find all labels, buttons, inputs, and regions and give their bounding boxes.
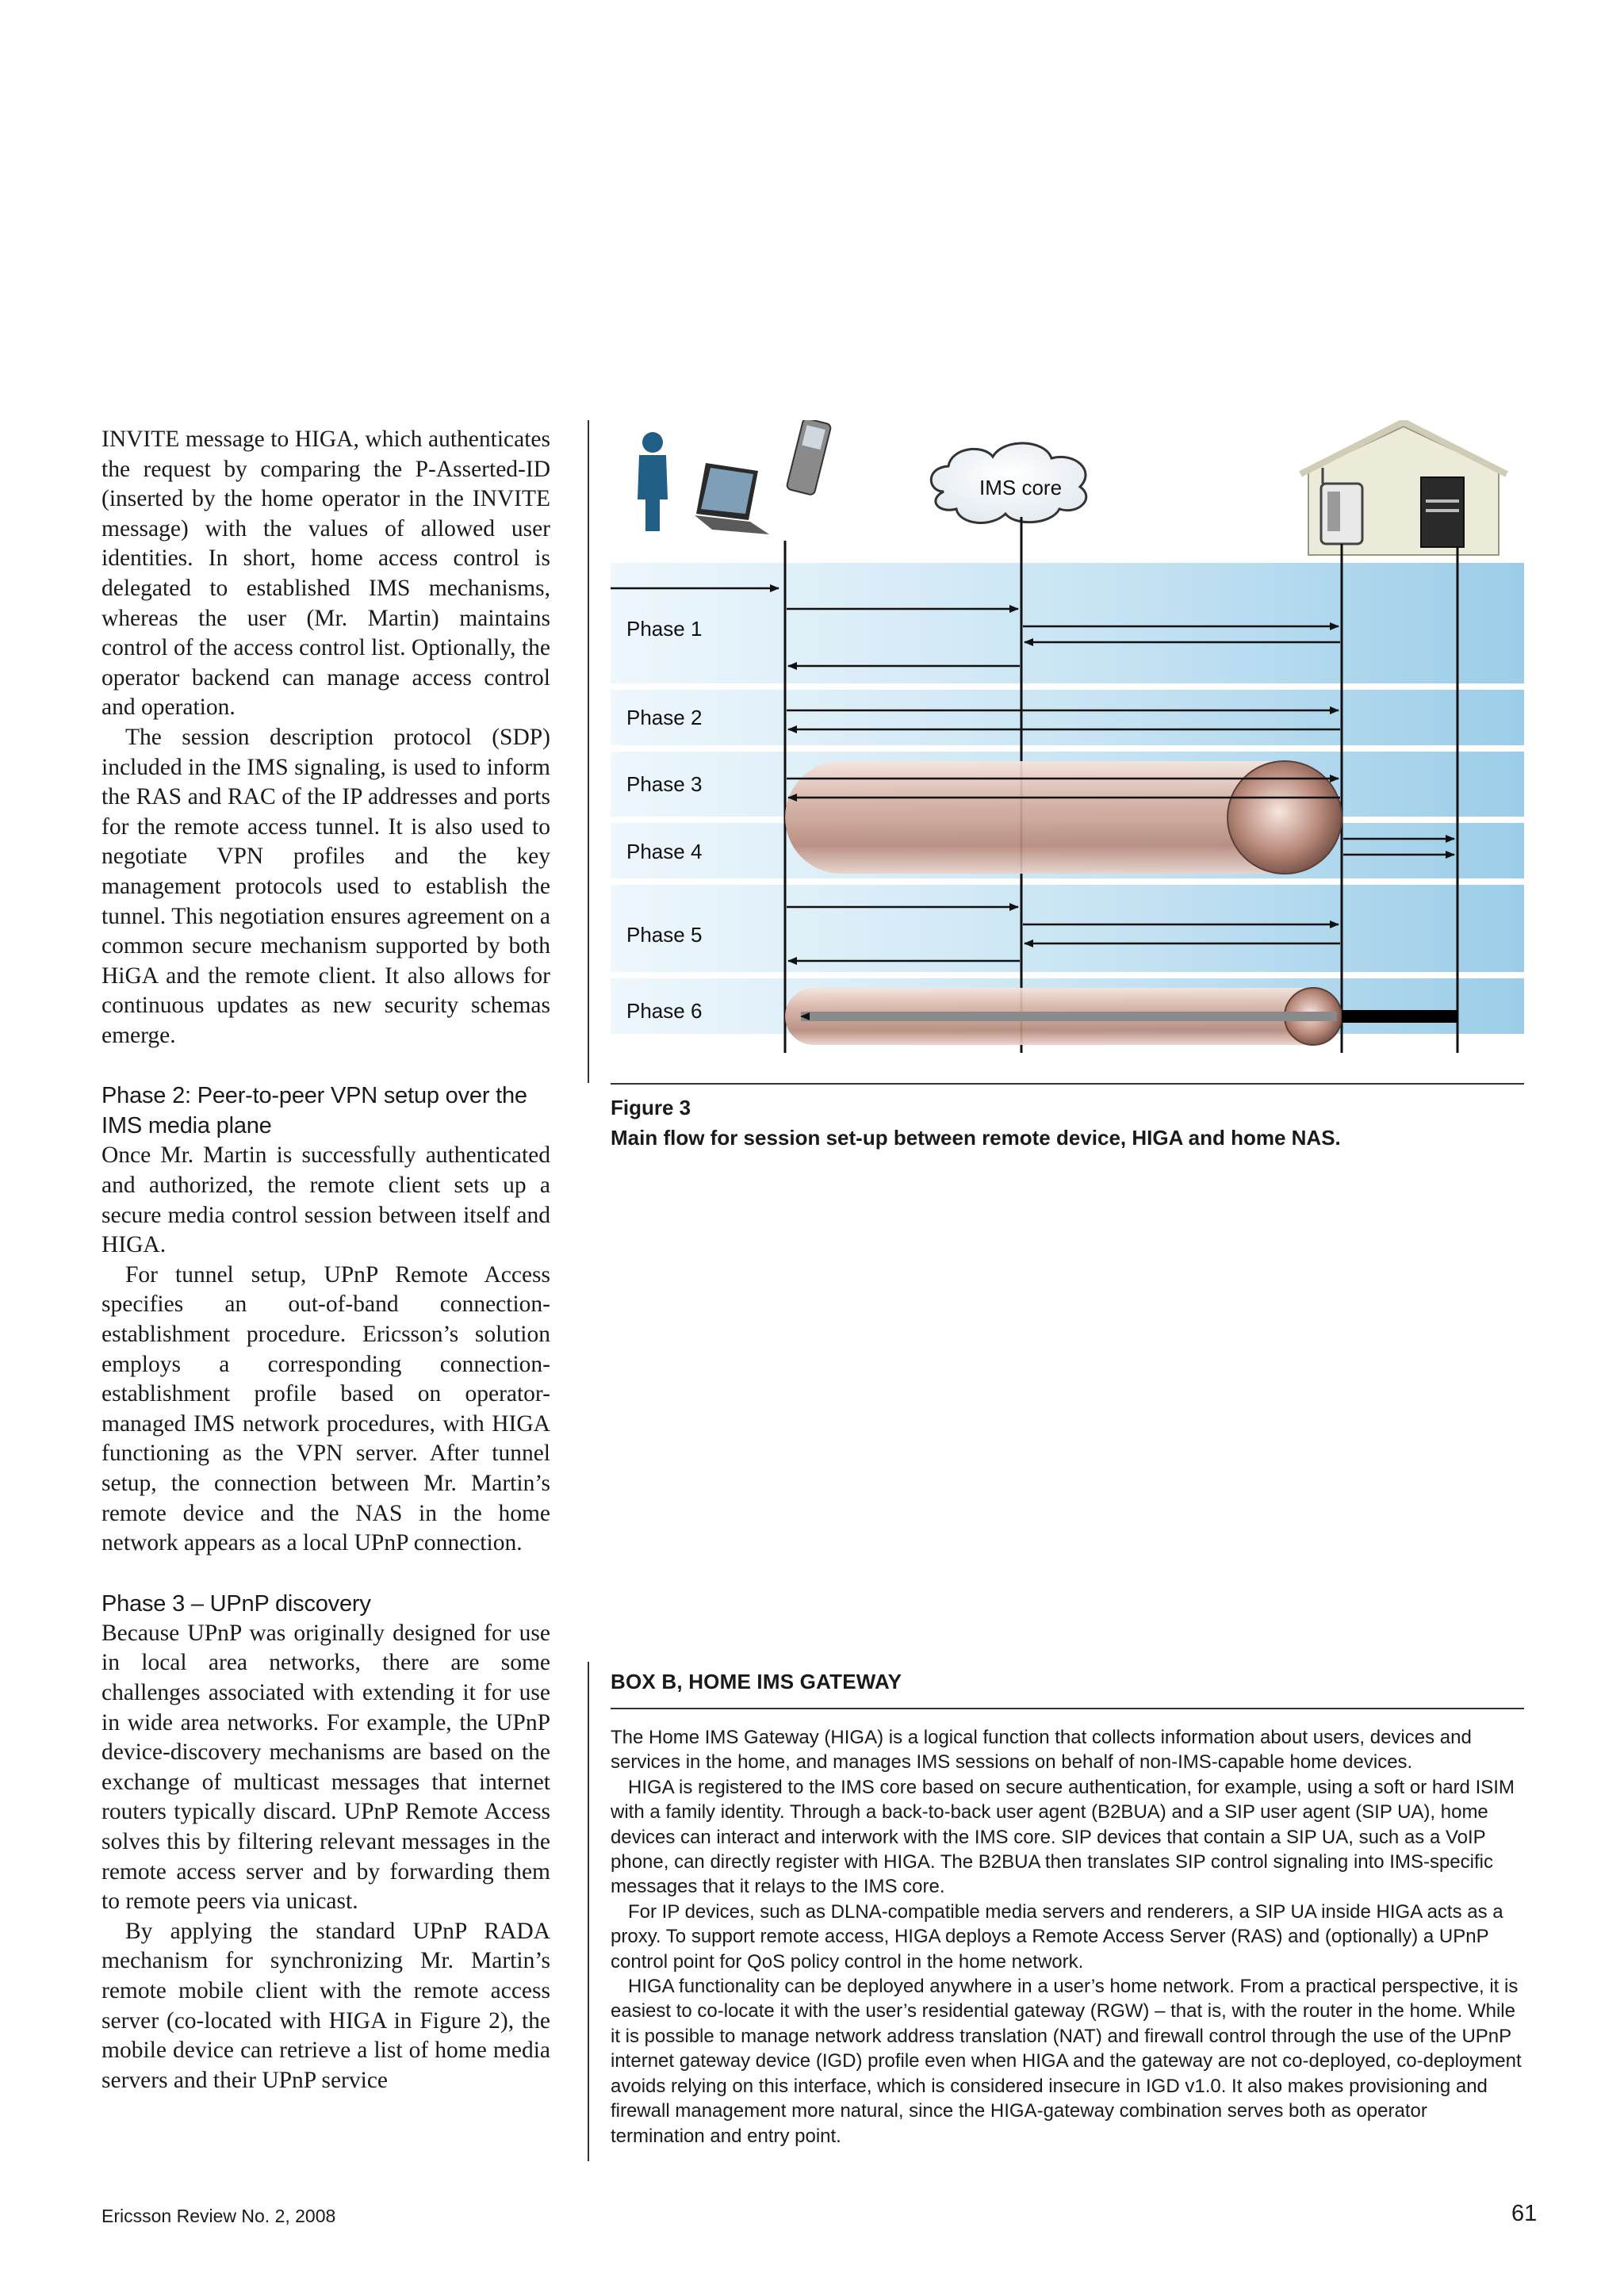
- intro-paragraph-1: INVITE message to HIGA, which authenticates the request by comparing the P-Asserted-ID (inserted by the home operator in the INVITE message) with the values of allowed user identities. In short, home access control is delegated to established IMS mechanisms, whereas the user (Mr. Martin) maintains control of the access control list. Optionally, the operator backend can manage access control and operation.: [102, 427, 550, 721]
- phase2-heading: Phase 2: Peer-to-peer VPN setup over the IMS media plane: [102, 1083, 527, 1139]
- phase-label-2: Phase 2: [626, 706, 703, 729]
- box-b-paragraph-4: HIGA functionality can be deployed anywhere in a user’s home network. From a practical perspective, it is easiest to co-locate it with the user’s residential gateway (RGW) – that is, with the router in the home. While it is possible to manage network address translation (NAT) and firewall control through the use of the UPnP internet gateway device (IGD) profile even when HIGA and the gateway are not co-deployed, co-deployment avoids relying on this interface, which is considered insecure in IGD v1.0. It also makes provisioning and firewall management more natural, since the HIGA-gateway combination serves both as operator termination and entry point.: [611, 1976, 1522, 2147]
- phase-band-5: [611, 885, 1524, 972]
- page-number: 61: [1511, 2201, 1538, 2226]
- sequence-diagram: [611, 420, 1524, 1083]
- phase3-heading: Phase 3 – UPnP discovery: [102, 1590, 371, 1617]
- footer-publication: Ericsson Review No. 2, 2008: [102, 2206, 336, 2226]
- intro-paragraph-2: The session description protocol (SDP) included in the IMS signaling, is used to inform the RAS and RAC of the IP addresses and ports for the remote access tunnel. It is also used to negotiate VPN profiles and the key management protocols used to establish the tunnel. This negotiation ensures agreement on a common secure mechanism supported by both HiGA and the remote client. It also allows for continuous updates as new security schemas emerge.: [102, 724, 550, 1048]
- box-b-rule: [611, 1708, 1524, 1709]
- left-column: [102, 425, 550, 2095]
- phase-band-2: [611, 690, 1524, 745]
- phase2-paragraph-2: For tunnel setup, UPnP Remote Access specifies an out-of-band connection-establishment procedure. Ericsson’s solution employs a corresponding connection-establishment profile based on operator-managed IMS network procedures, with HIGA functioning as the VPN server. After tunnel setup, the connection between Mr. Martin’s remote device and the NAS in the home network appears as a local UPnP connection.: [102, 1261, 550, 1556]
- home-nas-icon: [1421, 477, 1464, 547]
- figure-caption: [611, 1093, 1341, 1153]
- phase3-text: [102, 1619, 550, 2096]
- ims-core-cloud: [931, 443, 1086, 523]
- figure-caption-label: Figure 3: [611, 1096, 691, 1119]
- ims-core-label: IMS core: [979, 476, 1063, 499]
- laptop-icon: [695, 463, 769, 534]
- box-b-paragraph-3: For IP devices, such as DLNA-compatible media servers and renderers, a SIP UA inside HIGA acts as a proxy. To support remote access, HIGA deploys a Remote Access Server (RAS) and (optionally) a UPnP control point for QoS policy control in the home network.: [611, 1900, 1503, 1973]
- column-rule-bottom: [588, 1662, 589, 2161]
- phase2-text: [102, 1141, 550, 1558]
- column-rule-top: [588, 420, 589, 1083]
- box-b-paragraph-1: The Home IMS Gateway (HIGA) is a logical function that collects information about users, devices and services in the home, and manages IMS sessions on behalf of non-IMS-capable home devices.: [611, 1727, 1472, 1774]
- intro-text: [102, 425, 550, 1050]
- phase2-paragraph-1: Once Mr. Martin is successfully authenticated and authorized, the remote client sets up a secure media control session between itself and HIGA.: [102, 1142, 550, 1258]
- figure-rule: [611, 1083, 1524, 1085]
- figure-3-diagram: [611, 420, 1524, 1083]
- phase-label-3: Phase 3: [626, 772, 703, 796]
- box-b-paragraph-2: HIGA is registered to the IMS core based on secure authentication, for example, using a soft or hard ISIM with a family identity. Through a back-to-back user agent (B2BUA) and a SIP user agent (SIP UA), home devices can interact and interwork with the IMS core. SIP devices that contain a SIP UA, such as a VoIP phone, can directly register with HIGA. The B2BUA then translates SIP control signaling into IMS-specific messages that it relays to the IMS core.: [611, 1776, 1515, 1898]
- user-icon: [638, 432, 668, 531]
- phase-band-1: [611, 563, 1524, 683]
- mobile-phone-icon: [786, 420, 831, 496]
- home-house-icon: [1300, 422, 1507, 555]
- box-b-text: [611, 1725, 1522, 2149]
- phase-label-5: Phase 5: [626, 923, 703, 947]
- phase-label-6: Phase 6: [626, 999, 703, 1023]
- figure-caption-text: Main flow for session set-up between remote device, HIGA and home NAS.: [611, 1126, 1341, 1150]
- phase3-paragraph-1: Because UPnP was originally designed for use in local area networks, there are some challenges associated with extending it for use in wide area networks. For example, the UPnP device-discovery mechanisms are based on the exchange of multicast messages that internet routers typically discard. UPnP Remote Access solves this by filtering relevant messages in the remote access server and by forwarding them to remote peers via unicast.: [102, 1620, 550, 1915]
- phase3-paragraph-2: By applying the standard UPnP RADA mechanism for synchronizing Mr. Martin’s remote mobile client with the remote access server (co-located with HIGA in Figure 2), the mobile device can retrieve a list of home media servers and their UPnP service: [102, 1918, 550, 2093]
- phase-label-4: Phase 4: [626, 840, 703, 863]
- box-b-title: BOX B, HOME IMS GATEWAY: [611, 1670, 902, 1693]
- phase-label-1: Phase 1: [626, 617, 703, 641]
